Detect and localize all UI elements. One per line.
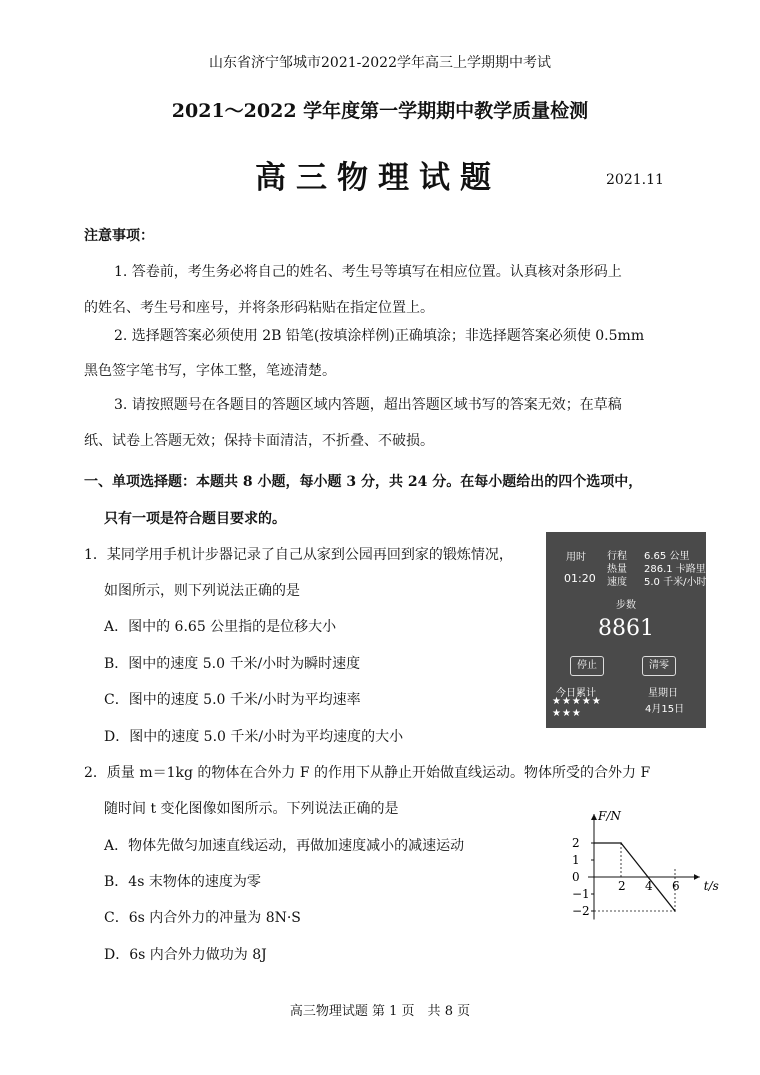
stars-row-2: ★★★ <box>552 708 582 719</box>
data-point <box>620 842 622 844</box>
notice-line-4: 黑色签字笔书写，字体工整，笔迹清楚。 <box>84 363 336 379</box>
stop-button: 停止 <box>570 656 604 676</box>
time-value: 01:20 <box>564 572 596 585</box>
date-label: 4月15日 <box>645 704 685 715</box>
q1-option-c: C．图中的速度 5.0 千米/小时为平均速率 <box>104 692 361 708</box>
distance-value: 6.65 公里 <box>644 551 690 562</box>
section-heading: 一、单项选择题：本题共 8 小题，每小题 3 分，共 24 分。在每小题给出的四个选项中， <box>84 474 643 490</box>
q1-option-d: D．图中的速度 5.0 千米/小时为平均速度的大小 <box>104 729 404 745</box>
q2-stem-cont: 随时间 t 变化图像如图所示。下列说法正确的是 <box>104 801 399 817</box>
q2-option-a: A．物体先做匀加速直线运动，再做加速度减小的减速运动 <box>104 838 465 854</box>
notice-line-5: 3. 请按照题号在各题目的答题区域内答题，超出答题区域书写的答案无效；在草稿 <box>114 397 622 413</box>
y-axis-label: F/N <box>598 809 621 823</box>
speed-label: 速度 <box>607 577 627 588</box>
q2-option-c: C．6s 内合外力的冲量为 8N·S <box>104 910 301 926</box>
distance-label: 行程 <box>607 551 627 562</box>
notice-heading: 注意事项： <box>84 228 154 244</box>
data-point <box>593 842 595 844</box>
today-label: 今日累计 <box>556 688 596 699</box>
q1-option-a: A．图中的 6.65 公里指的是位移大小 <box>104 619 337 635</box>
notice-line-6: 纸、试卷上答题无效；保持卡面清洁，不折叠、不破损。 <box>84 433 434 449</box>
time-label: 用时 <box>566 552 586 563</box>
steps-label: 步数 <box>616 600 636 611</box>
y-tick-label: 1 <box>572 853 580 867</box>
q2-stem: 2．质量 m＝1kg 的物体在合外力 F 的作用下从静止开始做直线运动。物体所受的合外力 F <box>84 765 651 781</box>
x-tick-label: 6 <box>672 879 680 893</box>
clear-button: 清零 <box>642 656 676 676</box>
heat-value: 286.1 卡路里 <box>644 564 706 575</box>
force-time-graph <box>556 806 736 936</box>
q2-option-d: D．6s 内合外力做功为 8J <box>104 947 267 963</box>
exam-subtitle: 2021～2022 学年度第一学期期中教学质量检测 <box>171 100 589 122</box>
exam-date: 2021.11 <box>606 172 664 188</box>
page-footer: 高三物理试题 第 1 页 共 8 页 <box>289 1004 471 1019</box>
data-point <box>647 876 649 878</box>
notice-line-3: 2. 选择题答案必须使用 2B 铅笔(按填涂样例)正确填涂；非选择题答案必须使 0.5mm <box>114 328 645 344</box>
notice-line-1: 1. 答卷前，考生务必将自己的姓名、考生号等填写在相应位置。认真核对条形码上 <box>114 264 622 280</box>
section-heading-cont: 只有一项是符合题目要求的。 <box>104 511 286 527</box>
x-tick-label: 4 <box>645 879 653 893</box>
pedometer-figure <box>546 532 706 728</box>
stars-row-1: ★★★★★ <box>552 696 602 707</box>
q1-stem: 1．某同学用手机计步器记录了自己从家到公园再回到家的锻炼情况， <box>84 547 513 563</box>
heat-label: 热量 <box>607 564 627 575</box>
page-title: 高三物理试题 <box>255 160 501 196</box>
q2-option-b: B．4s 末物体的速度为零 <box>104 874 261 890</box>
y-tick-label: −2 <box>572 904 590 918</box>
q1-stem-cont: 如图所示，则下列说法正确的是 <box>104 583 300 599</box>
exam-source: 山东省济宁邹城市2021-2022学年高三上学期期中考试 <box>209 55 551 71</box>
y-tick-label: 2 <box>572 836 580 850</box>
y-tick-label: −1 <box>572 887 590 901</box>
q1-option-b: B．图中的速度 5.0 千米/小时为瞬时速度 <box>104 656 361 672</box>
weekday: 星期日 <box>648 688 678 699</box>
data-point <box>674 910 676 912</box>
notice-line-2: 的姓名、考生号和座号，并将条形码粘贴在指定位置上。 <box>84 300 434 316</box>
x-axis-label: t/s <box>703 879 719 893</box>
steps-value: 8861 <box>598 616 654 641</box>
x-tick-label: 2 <box>618 879 626 893</box>
y-tick-label: 0 <box>572 870 580 884</box>
speed-value: 5.0 千米/小时 <box>644 577 707 588</box>
